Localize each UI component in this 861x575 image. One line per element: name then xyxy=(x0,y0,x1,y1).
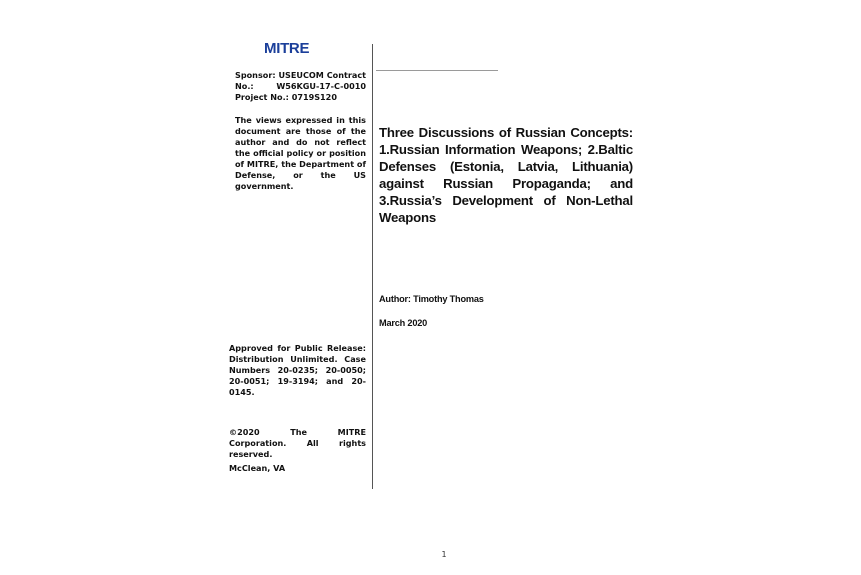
publication-date: March 2020 xyxy=(379,318,428,328)
copyright-text: ©2020 The MITRE Corporation. All rights reserved. xyxy=(229,427,366,459)
document-title: Three Discussions of Russian Concepts: 1.Russian Information Weapons; 2.Baltic Defenses (Estonia, Latvia, Lithuania) against Russian Propaganda; and 3.Russia’s Development of Non-Lethal Weapons xyxy=(379,125,633,225)
views-disclaimer-text: The views expressed in this document are those of the author and do not reflect the official policy or position of MITRE, the Department of Defense, or the US government. xyxy=(235,115,366,191)
author-line: Author: Timothy Thomas xyxy=(379,294,484,304)
sponsor-text: Sponsor: USEUCOM Contract No.: W56KGU-17-C-0010 Project No.: 0719S120 xyxy=(235,70,366,102)
mitre-logo: MITRE xyxy=(264,40,310,57)
page-number: 1 xyxy=(441,550,447,559)
vertical-divider xyxy=(372,44,373,489)
public-release-text: Approved for Public Release: Distribution Unlimited. Case Numbers 20-0235; 20-0050; 20-0051; 19-3194; and 20-0145. xyxy=(229,343,366,397)
title-top-rule xyxy=(376,70,498,71)
location-text: McClean, VA xyxy=(229,463,286,473)
